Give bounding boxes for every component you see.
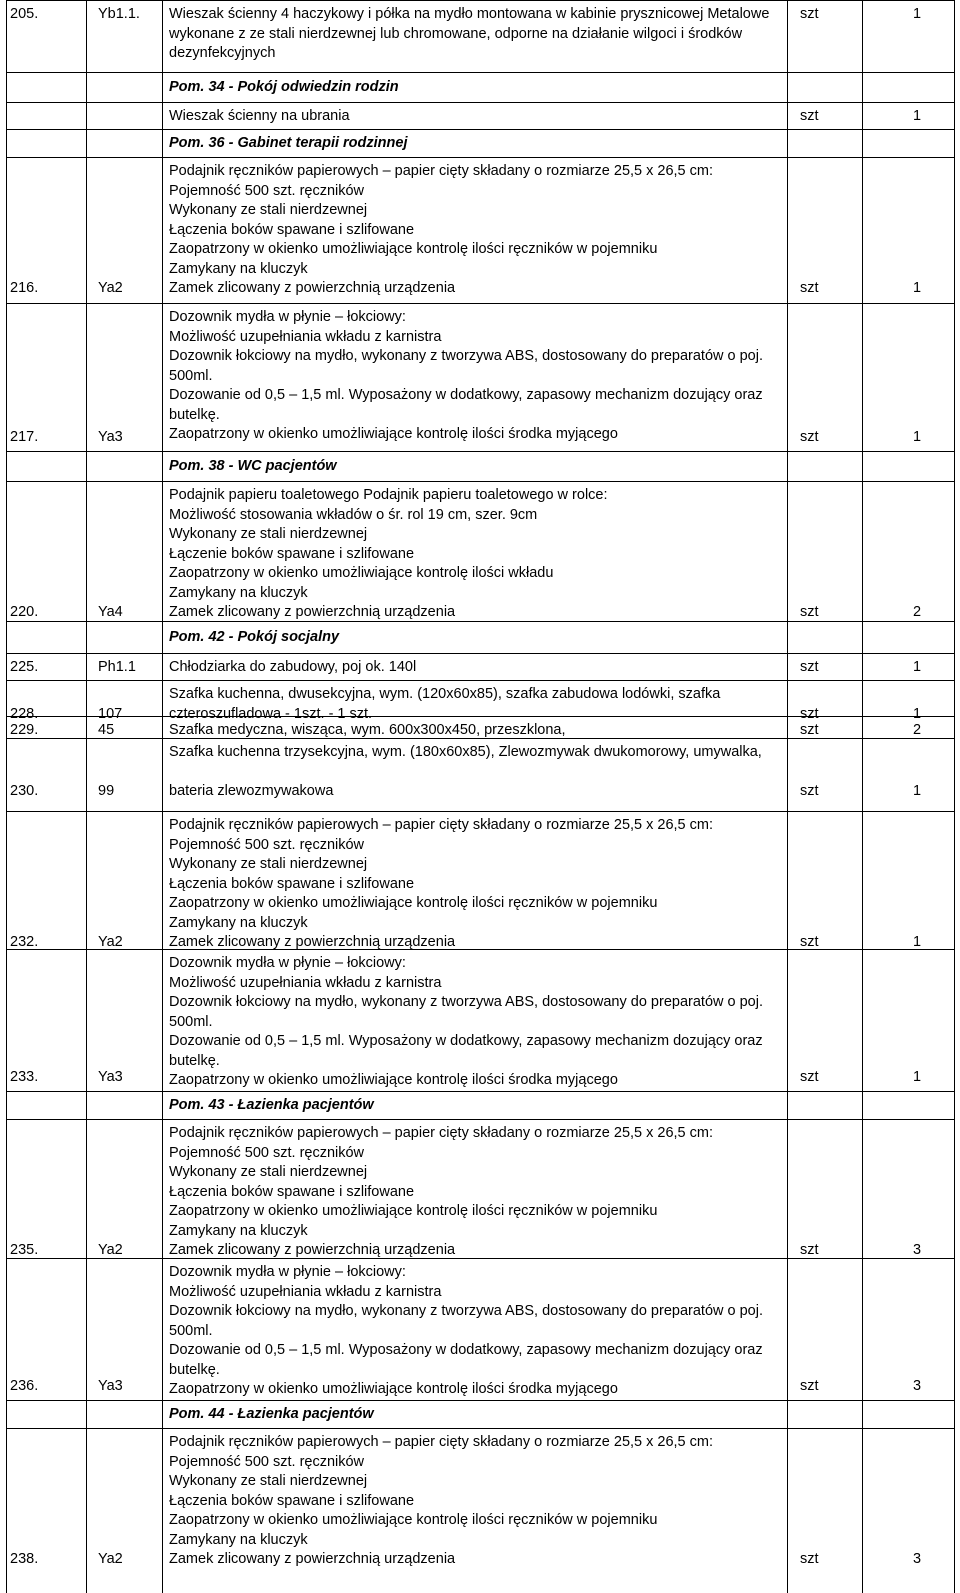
grid-line [787, 303, 788, 452]
grid-line [862, 157, 863, 304]
item-number: 228. [10, 705, 39, 722]
section-header: Pom. 38 - WC pacjentów [169, 458, 337, 474]
description-line: Zamek zlicowany z powierzchnią urządzenia [169, 1242, 456, 1258]
unit: szt [800, 6, 819, 22]
item-number: 238. [10, 1551, 39, 1567]
grid-line [862, 680, 863, 717]
grid-line [954, 129, 955, 158]
description-line: Dozownik łokciowy na mydło, wykonany z tworzywa ABS, dostosowany do preparatów o poj. [169, 994, 763, 1010]
item-code: 107 [98, 705, 123, 722]
grid-line [862, 481, 863, 622]
description-line: Wieszak ścienny na ubrania [169, 108, 350, 124]
grid-line [954, 303, 955, 452]
description-line: Łączenia boków spawane i szlifowane [169, 875, 415, 892]
description-line: Zaopatrzony w okienko umożliwiające kontrolę ilości środka myjącego [169, 1381, 618, 1397]
grid-line [6, 680, 955, 681]
grid-line [86, 1091, 87, 1120]
grid-line [954, 621, 955, 654]
grid-line [954, 680, 955, 717]
grid-line [954, 738, 955, 812]
grid-line [954, 716, 955, 739]
description-line: Chłodziarka do zabudowy, poj ok. 140l [169, 659, 417, 675]
item-code: Yb1.1. [98, 6, 140, 22]
grid-line [862, 621, 863, 654]
grid-line [6, 811, 7, 950]
grid-line [6, 653, 7, 681]
grid-line [162, 811, 163, 950]
grid-line [86, 1400, 87, 1429]
grid-line [954, 1428, 955, 1593]
grid-line [862, 1091, 863, 1120]
item-number: 230. [10, 783, 39, 799]
description-line: Zamykany na kluczyk [169, 584, 308, 601]
quantity: 1 [913, 1069, 922, 1085]
grid-line [6, 451, 7, 482]
unit: szt [800, 429, 819, 445]
grid-line [6, 1258, 7, 1401]
grid-line [86, 653, 87, 681]
quantity: 3 [913, 1242, 922, 1258]
description-line: Podajnik ręczników papierowych – papier cięty składany o rozmiarze 25,5 x 26,5 cm: [169, 817, 714, 833]
grid-line [862, 1400, 863, 1429]
item-code: Ya3 [98, 1069, 123, 1085]
description-line: Zaopatrzony w okienko umożliwiające kontrolę ilości środka myjącego [169, 426, 618, 442]
description-line: Dozownik mydła w płynie – łokciowy: [169, 309, 406, 325]
grid-line [86, 1428, 87, 1593]
grid-line [954, 102, 955, 130]
description-line: bateria zlewozmywakowa [169, 783, 334, 799]
grid-line [6, 1119, 955, 1120]
grid-line [162, 1119, 163, 1259]
grid-line [86, 1119, 87, 1259]
grid-line [86, 1258, 87, 1401]
unit: szt [800, 722, 819, 738]
description-line: Zaopatrzony w okienko umożliwiające kontrolę ilości ręczników w pojemniku [169, 895, 658, 911]
grid-line [787, 1091, 788, 1120]
grid-line [787, 949, 788, 1092]
item-code: Ya4 [98, 604, 123, 620]
grid-line [787, 481, 788, 622]
grid-line [6, 451, 955, 452]
grid-line [162, 129, 163, 158]
unit: szt [800, 1378, 819, 1394]
grid-line [6, 72, 955, 73]
grid-line [862, 1119, 863, 1259]
grid-line [862, 738, 863, 812]
grid-line [954, 811, 955, 950]
grid-line [6, 157, 7, 304]
grid-line [6, 481, 7, 622]
grid-line [6, 303, 7, 452]
item-code: Ya2 [98, 1551, 123, 1567]
description-line: Dozowanie od 0,5 – 1,5 ml. Wyposażony w dodatkowy, zapasowy mechanizm dozujący oraz [169, 1342, 763, 1358]
description-line: dezynfekcyjnych [169, 45, 276, 61]
grid-line [6, 621, 7, 654]
description-line: Zaopatrzony w okienko umożliwiające kontrolę ilości ręczników w pojemniku [169, 1512, 658, 1528]
unit: szt [800, 783, 819, 799]
description-line: Zamykany na kluczyk [169, 914, 308, 931]
item-code: Ph1.1 [98, 659, 136, 675]
grid-line [954, 451, 955, 482]
description-line: Podajnik ręczników papierowych – papier cięty składany o rozmiarze 25,5 x 26,5 cm: [169, 1125, 714, 1141]
grid-line [86, 72, 87, 103]
grid-line [954, 1400, 955, 1429]
grid-line [787, 72, 788, 103]
quantity: 3 [913, 1378, 922, 1394]
description-line: Podajnik papieru toaletowego Podajnik papieru toaletowego w rolce: [169, 487, 608, 503]
quantity: 1 [913, 659, 922, 675]
unit: szt [800, 934, 819, 950]
description-line: Zamek zlicowany z powierzchnią urządzenia [169, 604, 456, 620]
grid-line [6, 1091, 7, 1120]
grid-line [162, 157, 163, 304]
item-number: 235. [10, 1242, 39, 1258]
quantity: 1 [913, 429, 922, 445]
item-number: 229. [10, 722, 39, 738]
item-number: 233. [10, 1069, 39, 1085]
description-line: Szafka medyczna, wisząca, wym. 600x300x450, przeszklona, [169, 722, 566, 738]
grid-line [862, 949, 863, 1092]
quantity: 1 [913, 280, 922, 296]
description-line: butelkę. [169, 406, 220, 423]
item-code: Ya3 [98, 1378, 123, 1394]
grid-line [86, 716, 87, 739]
quantity: 1 [913, 108, 922, 124]
grid-line [787, 0, 788, 73]
grid-line [6, 1428, 7, 1593]
grid-line [954, 1091, 955, 1120]
grid-line [86, 621, 87, 654]
description-line: 500ml. [169, 1013, 213, 1030]
section-header: Pom. 44 - Łazienka pacjentów [169, 1406, 374, 1422]
description-line: 500ml. [169, 367, 213, 384]
description-line: Wykonany ze stali nierdzewnej [169, 1164, 368, 1180]
unit: szt [800, 280, 819, 296]
grid-line [6, 949, 7, 1092]
grid-line [787, 1400, 788, 1429]
description-line: Dozowanie od 0,5 – 1,5 ml. Wyposażony w dodatkowy, zapasowy mechanizm dozujący oraz [169, 387, 763, 403]
description-line: Podajnik ręczników papierowych – papier cięty składany o rozmiarze 25,5 x 26,5 cm: [169, 1434, 714, 1450]
grid-line [787, 451, 788, 482]
unit: szt [800, 705, 819, 722]
grid-line [6, 303, 955, 304]
description-line: Dozowanie od 0,5 – 1,5 ml. Wyposażony w dodatkowy, zapasowy mechanizm dozujący oraz [169, 1033, 763, 1049]
item-number: 217. [10, 429, 39, 445]
grid-line [162, 1428, 163, 1593]
grid-line [787, 102, 788, 130]
grid-line [862, 0, 863, 73]
grid-line [954, 653, 955, 681]
grid-line [162, 653, 163, 681]
grid-line [162, 1258, 163, 1401]
unit: szt [800, 604, 819, 620]
description-line: Zamek zlicowany z powierzchnią urządzenia [169, 280, 456, 296]
item-number: 220. [10, 604, 39, 620]
section-header: Pom. 36 - Gabinet terapii rodzinnej [169, 135, 408, 151]
item-code: Ya3 [98, 429, 123, 445]
grid-line [162, 949, 163, 1092]
description-line: Pojemność 500 szt. ręczników [169, 1144, 365, 1161]
grid-line [86, 129, 87, 158]
grid-line [162, 72, 163, 103]
item-code: Ya2 [98, 280, 123, 296]
grid-line [86, 481, 87, 622]
quantity: 2 [913, 604, 922, 620]
grid-line [6, 680, 7, 717]
description-line: Wieszak ścienny 4 haczykowy i półka na mydło montowana w kabinie prysznicowej Metalowe [169, 6, 770, 22]
grid-line [162, 481, 163, 622]
grid-line [86, 102, 87, 130]
grid-line [6, 1400, 7, 1429]
grid-line [6, 716, 7, 739]
section-header: Pom. 42 - Pokój socjalny [169, 629, 340, 645]
quantity: 3 [913, 1551, 922, 1567]
grid-line [862, 811, 863, 950]
description-line: Zaopatrzony w okienko umożliwiające kontrolę ilości ręczników w pojemniku [169, 1203, 658, 1219]
description-line: Zamykany na kluczyk [169, 260, 308, 277]
grid-line [787, 716, 788, 739]
grid-line [6, 0, 955, 1]
description-line: Zamykany na kluczyk [169, 1531, 308, 1548]
description-line: Łączenia boków spawane i szlifowane [169, 1183, 415, 1200]
description-line: Zaopatrzony w okienko umożliwiające kontrolę ilości środka myjącego [169, 1072, 618, 1088]
description-line: Łączenia boków spawane i szlifowane [169, 221, 415, 238]
grid-line [787, 1119, 788, 1259]
quantity: 1 [913, 6, 922, 22]
grid-line [787, 129, 788, 158]
grid-line [162, 102, 163, 130]
description-line: Wykonany ze stali nierdzewnej [169, 856, 368, 872]
grid-line [954, 949, 955, 1092]
grid-line [86, 451, 87, 482]
quantity: 1 [913, 783, 922, 799]
grid-line [787, 811, 788, 950]
description-line: Zamykany na kluczyk [169, 1222, 308, 1239]
item-number: 232. [10, 934, 39, 950]
grid-line [6, 1119, 7, 1259]
description-line: Zamek zlicowany z powierzchnią urządzenia [169, 1551, 456, 1567]
grid-line [787, 680, 788, 717]
grid-line [862, 1258, 863, 1401]
grid-line [954, 157, 955, 304]
description-line: Pojemność 500 szt. ręczników [169, 182, 365, 199]
grid-line [862, 653, 863, 681]
unit: szt [800, 1242, 819, 1258]
description-line: butelkę. [169, 1052, 220, 1069]
description-line: Możliwość uzupełniania wkładu z karnistra [169, 328, 442, 345]
grid-line [86, 157, 87, 304]
description-line: Dozownik mydła w płynie – łokciowy: [169, 1264, 406, 1280]
item-code: Ya2 [98, 934, 123, 950]
grid-line [162, 621, 163, 654]
grid-line [862, 716, 863, 739]
section-header: Pom. 34 - Pokój odwiedzin rodzin [169, 79, 399, 95]
grid-line [787, 738, 788, 812]
grid-line [6, 157, 955, 158]
description-line: czteroszufladowa - 1szt. - 1 szt. [169, 705, 373, 722]
description-line: Zaopatrzony w okienko umożliwiające kontrolę ilości ręczników w pojemniku [169, 241, 658, 257]
description-line: Szafka kuchenna, dwusekcyjna, wym. (120x60x85), szafka zabudowa lodówki, szafka [169, 686, 721, 702]
grid-line [86, 0, 87, 73]
grid-line [6, 129, 955, 130]
grid-line [6, 738, 7, 812]
grid-line [162, 1091, 163, 1120]
description-line: Łączenia boków spawane i szlifowane [169, 1492, 415, 1509]
description-line: wykonane z ze stali nierdzewnej lub chromowane, odporne na działanie wilgoci i środków [169, 25, 743, 42]
grid-line [6, 102, 955, 103]
grid-line [162, 738, 163, 812]
grid-line [162, 716, 163, 739]
grid-line [6, 481, 955, 482]
unit: szt [800, 108, 819, 124]
section-header: Pom. 43 - Łazienka pacjentów [169, 1097, 374, 1113]
grid-line [86, 738, 87, 812]
description-line: Szafka kuchenna trzysekcyjna, wym. (180x60x85), Zlewozmywak dwukomorowy, umywalka, [169, 744, 762, 760]
description-line: Łączenie boków spawane i szlifowane [169, 545, 415, 562]
description-line: Wykonany ze stali nierdzewnej [169, 202, 368, 218]
item-code: 45 [98, 722, 115, 738]
item-number: 225. [10, 659, 39, 675]
grid-line [162, 680, 163, 717]
quantity: 1 [913, 705, 922, 722]
grid-line [6, 1091, 955, 1092]
grid-line [162, 1400, 163, 1429]
grid-line [6, 129, 7, 158]
grid-line [787, 1428, 788, 1593]
grid-line [86, 811, 87, 950]
grid-line [6, 1428, 955, 1429]
grid-line [862, 72, 863, 103]
grid-line [86, 303, 87, 452]
grid-line [162, 451, 163, 482]
description-line: Zaopatrzony w okienko umożliwiające kontrolę ilości wkładu [169, 565, 554, 581]
item-code: 99 [98, 783, 115, 799]
grid-line [6, 0, 7, 73]
item-number: 236. [10, 1378, 39, 1394]
grid-line [6, 102, 7, 130]
item-number: 205. [10, 6, 39, 22]
description-line: Wykonany ze stali nierdzewnej [169, 526, 368, 542]
description-line: Dozownik łokciowy na mydło, wykonany z tworzywa ABS, dostosowany do preparatów o poj. [169, 348, 763, 364]
description-line: Dozownik mydła w płynie – łokciowy: [169, 955, 406, 971]
grid-line [862, 129, 863, 158]
description-line: Podajnik ręczników papierowych – papier cięty składany o rozmiarze 25,5 x 26,5 cm: [169, 163, 714, 179]
grid-line [162, 303, 163, 452]
description-line: Pojemność 500 szt. ręczników [169, 1453, 365, 1470]
grid-line [787, 157, 788, 304]
description-line: butelkę. [169, 1361, 220, 1378]
description-line: Wykonany ze stali nierdzewnej [169, 1473, 368, 1489]
description-line: Możliwość uzupełniania wkładu z karnistra [169, 974, 442, 991]
grid-line [787, 1258, 788, 1401]
item-code: Ya2 [98, 1242, 123, 1258]
grid-line [6, 811, 955, 812]
grid-line [787, 653, 788, 681]
grid-line [6, 653, 955, 654]
item-number: 216. [10, 280, 39, 296]
grid-line [862, 303, 863, 452]
grid-line [86, 949, 87, 1092]
grid-line [6, 72, 7, 103]
grid-line [862, 102, 863, 130]
unit: szt [800, 1069, 819, 1085]
description-line: Możliwość stosowania wkładów o śr. rol 19 cm, szer. 9cm [169, 506, 538, 523]
grid-line [954, 1258, 955, 1401]
grid-line [954, 1119, 955, 1259]
unit: szt [800, 659, 819, 675]
quantity: 2 [913, 722, 922, 738]
description-line: 500ml. [169, 1322, 213, 1339]
grid-line [954, 72, 955, 103]
quantity: 1 [913, 934, 922, 950]
grid-line [6, 1400, 955, 1401]
grid-line [862, 451, 863, 482]
description-line: Możliwość uzupełniania wkładu z karnistra [169, 1283, 442, 1300]
description-line: Dozownik łokciowy na mydło, wykonany z tworzywa ABS, dostosowany do preparatów o poj. [169, 1303, 763, 1319]
description-line: Zamek zlicowany z powierzchnią urządzenia [169, 934, 456, 950]
grid-line [86, 680, 87, 717]
grid-line [862, 1428, 863, 1593]
grid-line [954, 481, 955, 622]
unit: szt [800, 1551, 819, 1567]
grid-line [954, 0, 955, 73]
grid-line [787, 621, 788, 654]
description-line: Pojemność 500 szt. ręczników [169, 836, 365, 853]
grid-line [162, 0, 163, 73]
